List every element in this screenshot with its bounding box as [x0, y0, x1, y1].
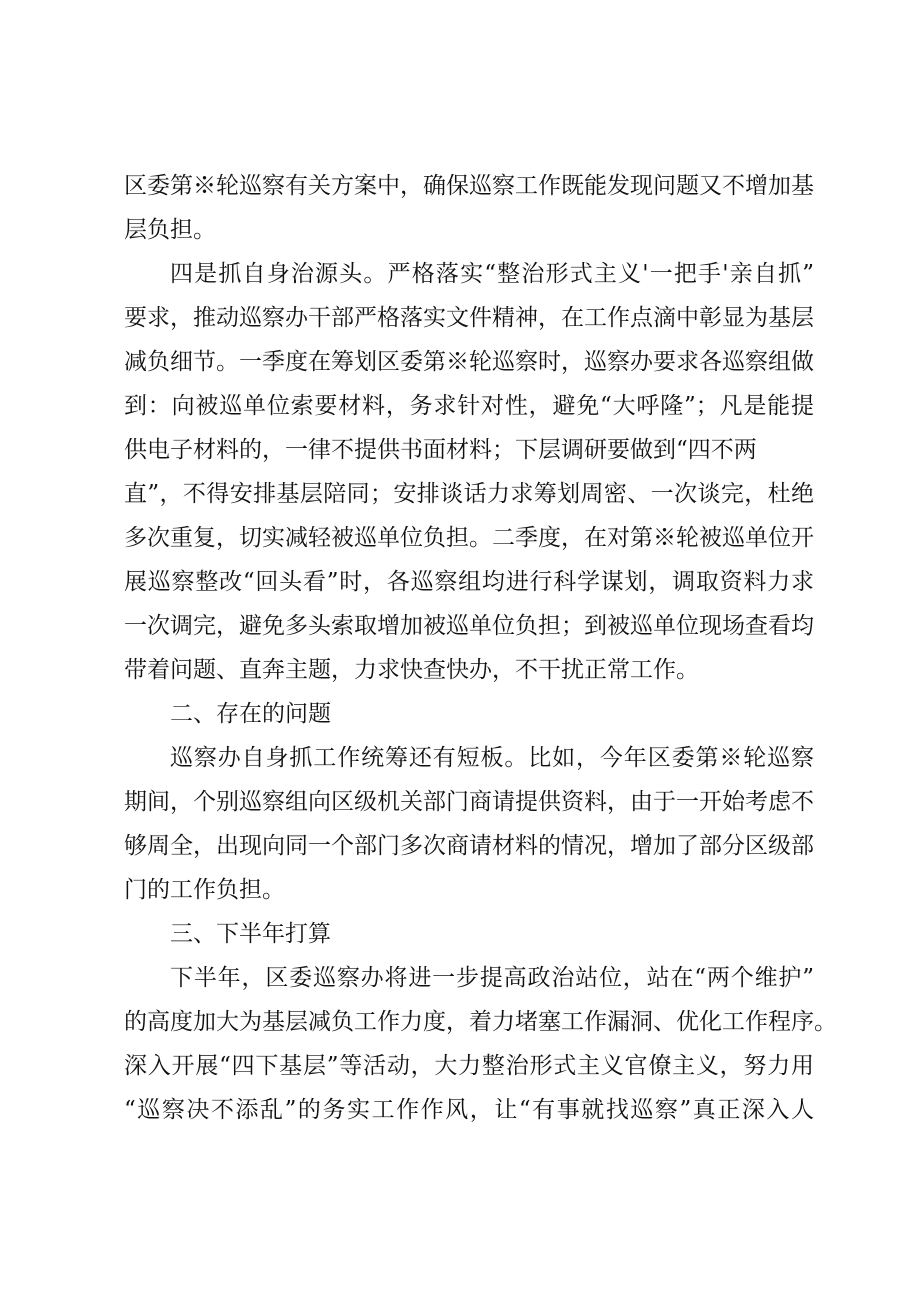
paragraph-line: 供电子材料的，一律不提供书面材料；下层调研要做到“四不两	[124, 437, 757, 463]
section-heading-plans: 三、下半年打算	[170, 921, 331, 947]
paragraph-line: 一次调完，避免多头索取增加被巡单位负担；到被巡单位现场查看均	[124, 613, 814, 639]
paragraph-line: 到：向被巡单位索要材料，务求针对性，避免“大呼隆”；凡是能提	[124, 393, 814, 419]
paragraph-line: 四是抓自身治源头。严格落实“整治形式主义'一把手'亲自抓”	[170, 261, 814, 287]
paragraph-line: 门的工作负担。	[124, 877, 285, 903]
paragraph-line: “巡察决不添乱”的务实工作作风，让“有事就找巡察”真正深入人	[124, 1097, 814, 1123]
paragraph-line: 展巡察整改“回头看”时，各巡察组均进行科学谋划，调取资料力求	[124, 569, 814, 595]
section-heading-problems: 二、存在的问题	[170, 701, 331, 727]
paragraph-line: 深入开展“四下基层”等活动，大力整治形式主义官僚主义，努力用	[124, 1053, 814, 1079]
paragraph-line: 直”，不得安排基层陪同；安排谈话力求筹划周密、一次谈完，杜绝	[124, 481, 814, 507]
paragraph-line: 要求，推动巡察办干部严格落实文件精神，在工作点滴中彰显为基层	[124, 305, 814, 331]
paragraph-line: 巡察办自身抓工作统筹还有短板。比如，今年区委第※轮巡察	[170, 745, 814, 771]
paragraph-line: 下半年，区委巡察办将进一步提高政治站位，站在“两个维护”	[170, 965, 814, 991]
paragraph-line: 层负担。	[124, 217, 216, 243]
paragraph-line: 多次重复，切实减轻被巡单位负担。二季度，在对第※轮被巡单位开	[124, 525, 814, 551]
paragraph-line: 带着问题、直奔主题，力求快查快办，不干扰正常工作。	[124, 657, 699, 683]
paragraph-line: 期间，个别巡察组向区级机关部门商请提供资料，由于一开始考虑不	[124, 789, 814, 815]
paragraph-line: 够周全，出现向同一个部门多次商请材料的情况，增加了部分区级部	[124, 833, 814, 859]
paragraph-line: 的高度加大为基层减负工作力度，着力堵塞工作漏洞、优化工作程序。	[124, 1009, 837, 1035]
paragraph-line: 减负细节。一季度在筹划区委第※轮巡察时，巡察办要求各巡察组做	[124, 349, 814, 375]
paragraph-line: 区委第※轮巡察有关方案中，确保巡察工作既能发现问题又不增加基	[124, 173, 814, 199]
